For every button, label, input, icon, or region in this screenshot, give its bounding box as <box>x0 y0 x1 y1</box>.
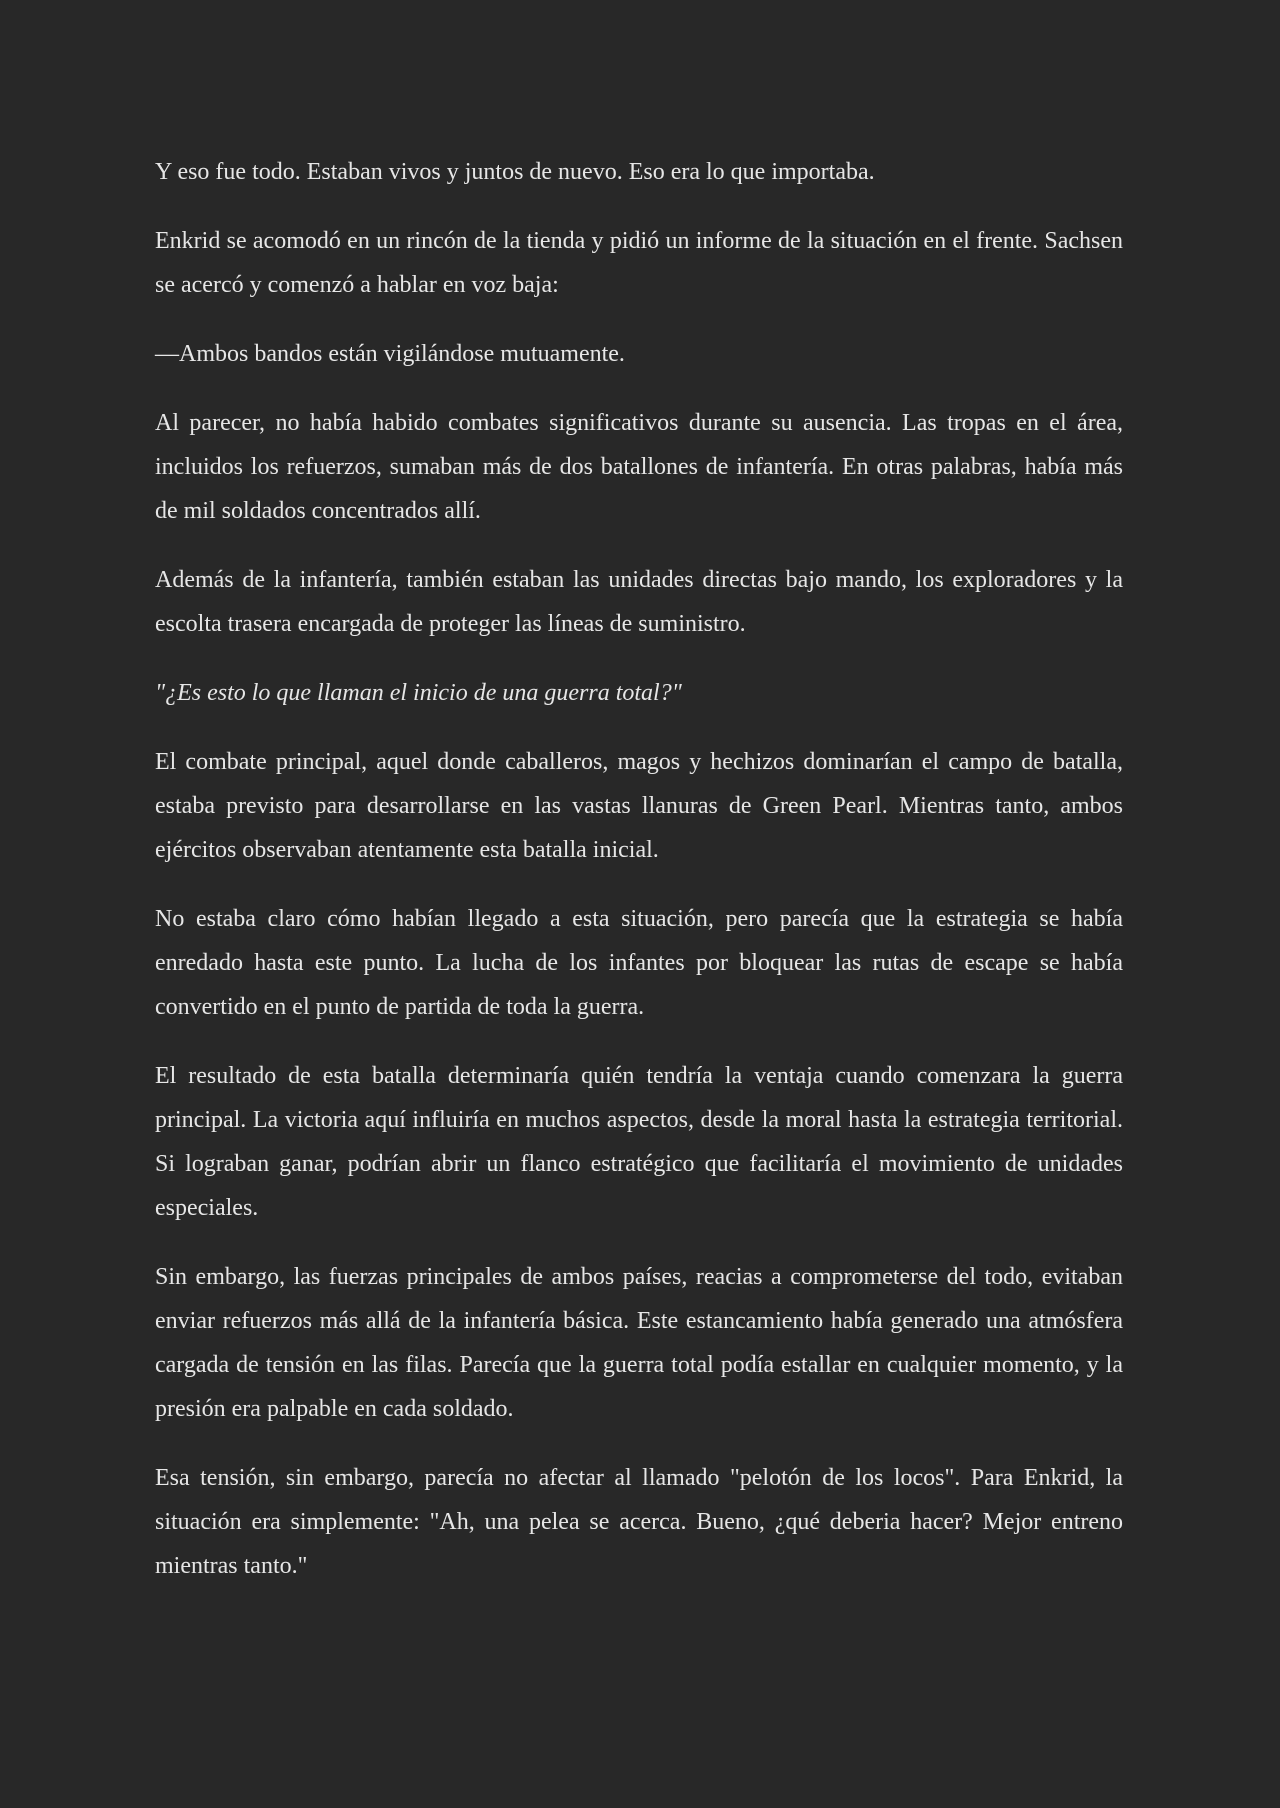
document-page <box>155 150 1123 1613</box>
paragraph: El resultado de esta batalla determinaría quién tendría la ventaja cuando comenzara la guerra principal. La victoria aquí influiría en muchos aspectos, desde la moral hasta la estrategia territorial. Si lograban ganar, podrían abrir un flanco estratégico que facilitaría el movimiento de unidades especiales. <box>155 1063 1123 1221</box>
paragraph: Y eso fue todo. Estaban vivos y juntos de nuevo. Eso era lo que importaba. <box>155 159 875 185</box>
italic-thought: "¿Es esto lo que llaman el inicio de una guerra total?" <box>155 680 682 706</box>
paragraph: Al parecer, no había habido combates significativos durante su ausencia. Las tropas en el área, incluidos los refuerzos, sumaban más de dos batallones de infantería. En otras palabras, había más de mil soldados concentrados allí. <box>155 410 1123 524</box>
paragraph: —Ambos bandos están vigilándose mutuamente. <box>155 341 625 367</box>
paragraph: No estaba claro cómo habían llegado a esta situación, pero parecía que la estrategia se había enredado hasta este punto. La lucha de los infantes por bloquear las rutas de escape se había convertido en el punto de partida de toda la guerra. <box>155 906 1123 1020</box>
paragraph: Esa tensión, sin embargo, parecía no afectar al llamado "pelotón de los locos". Para Enkrid, la situación era simplemente: "Ah, una pelea se acerca. Bueno, ¿qué deberia hacer? Mejor entreno mientras tanto." <box>155 1465 1123 1579</box>
paragraph: Sin embargo, las fuerzas principales de ambos países, reacias a comprometerse del todo, evitaban enviar refuerzos más allá de la infantería básica. Este estancamiento había generado una atmósfera cargada de tensión en las filas. Parecía que la guerra total podía estallar en cualquier momento, y la presión era palpable en cada soldado. <box>155 1264 1123 1422</box>
paragraph: Además de la infantería, también estaban las unidades directas bajo mando, los exploradores y la escolta trasera encargada de proteger las líneas de suministro. <box>155 567 1123 637</box>
paragraph: Enkrid se acomodó en un rincón de la tienda y pidió un informe de la situación en el frente. Sachsen se acercó y comenzó a hablar en voz baja: <box>155 228 1123 298</box>
paragraph: El combate principal, aquel donde caballeros, magos y hechizos dominarían el campo de batalla, estaba previsto para desarrollarse en las vastas llanuras de Green Pearl. Mientras tanto, ambos ejércitos observaban atentamente esta batalla inicial. <box>155 749 1123 863</box>
